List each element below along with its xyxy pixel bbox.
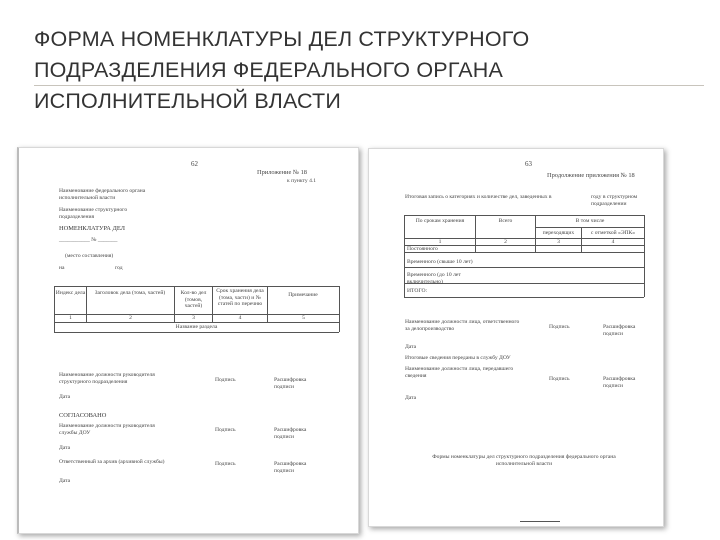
org-name: Наименование федерального органа исполнительной власти [59,188,146,201]
slide-title-line-2: ПОДРАЗДЕЛЕНИЯ ФЕДЕРАЛЬНОГО ОРГАНА [34,58,504,82]
col-num: 3 [192,315,195,321]
col-epk: с отметкой «ЭПК» [590,230,636,236]
col-num: 1 [69,315,72,321]
year-right: год [115,265,123,271]
col-num: 4 [611,239,615,245]
col-num: 3 [557,239,560,245]
agreed-signature: Подпись [215,427,236,433]
title-divider [34,85,704,86]
col-num: 2 [129,315,132,321]
transfer-decoding: Расшифровка подписи [603,376,636,389]
responsible-signature: Подпись [549,324,570,330]
date-1: Дата [405,344,417,350]
col-header-title: Заголовок дела (тома, частей) [94,290,166,296]
row-total: ИТОГО: [407,288,428,294]
year-left: на [59,265,65,271]
appendix-sub: к пункту 4.1 [287,178,317,184]
page-footer: Формы номенклатуры дел структурного подразделения федерального органа исполнительной власти [432,454,616,467]
summary-year: году в структурном подразделении [591,194,638,207]
agreed-role: Наименование должности руководителя службы ДОУ [59,423,155,436]
head-role: Наименование должности руководителя структурного подразделения [59,372,155,385]
head-signature: Подпись [215,377,236,383]
transfer-note: Итоговые сведения переданы в службу ДОУ [405,355,511,361]
slide-title-line-3: ИСПОЛНИТЕЛЬНОЙ ВЛАСТИ [34,89,342,113]
agreed-label: СОГЛАСОВАНО [59,412,107,419]
footer-rule [520,521,560,522]
page-number: 63 [525,160,532,168]
summary-title: Итоговая запись о категориях и количестве дел, заведенных в [405,194,552,200]
archive-decoding: Расшифровка подписи [274,461,307,474]
transfer-signature: Подпись [549,376,570,382]
col-including: В том числе [575,218,605,224]
col-header-term: Срок хранения дела (тома, части) и № статей по перечню [216,288,264,307]
transfer-role: Наименование должности лица, передавшего сведения [405,366,514,379]
col-num: 4 [238,315,242,321]
page-number: 62 [191,160,198,168]
col-num: 2 [504,239,507,245]
col-header-index: Индекс дела [55,290,86,296]
appendix-label: Приложение № 18 [257,169,307,176]
col-total: Всего [498,218,513,224]
number-line: ___________ № _______ [59,237,118,243]
document-page-1 [17,147,359,534]
row-temp-to-10: Временного (до 10 лет включительно) [407,272,461,285]
col-transfer: переходящих [542,230,575,236]
date-3: Дата [59,478,71,484]
col-term: По срокам хранения [415,218,465,224]
doc-title: НОМЕНКЛАТУРА ДЕЛ [59,225,125,232]
slide-title-line-1: ФОРМА НОМЕНКЛАТУРЫ ДЕЛ СТРУКТУРНОГО [34,27,530,51]
responsible-role: Наименование должности лица, ответственного за делопроизводство [405,319,520,332]
document-page-2 [368,148,664,527]
place-label: (место составления) [65,253,114,259]
col-header-count: Кол-во дел (томов, частей) [180,290,207,309]
col-num: 5 [302,315,305,321]
col-num: 1 [438,239,442,245]
section-row: Название раздела [175,324,218,330]
agreed-decoding: Расшифровка подписи [274,427,307,440]
responsible-decoding: Расшифровка подписи [603,324,636,337]
archive-signature: Подпись [215,461,236,467]
date-2: Дата [405,395,417,401]
date-2: Дата [59,445,71,451]
unit-name: Наименование структурного подразделения [59,207,128,220]
col-header-note: Примечание [288,292,318,298]
date-1: Дата [59,394,71,400]
head-decoding: Расшифровка подписи [274,377,307,390]
row-temp-over-10: Временного (свыше 10 лет) [407,259,473,265]
row-permanent: Постоянного [407,246,438,252]
continuation-label: Продолжение приложения № 18 [547,172,635,179]
slide-title [34,24,694,117]
archive-role: Ответственный за архив (архивной службы) [59,459,165,465]
